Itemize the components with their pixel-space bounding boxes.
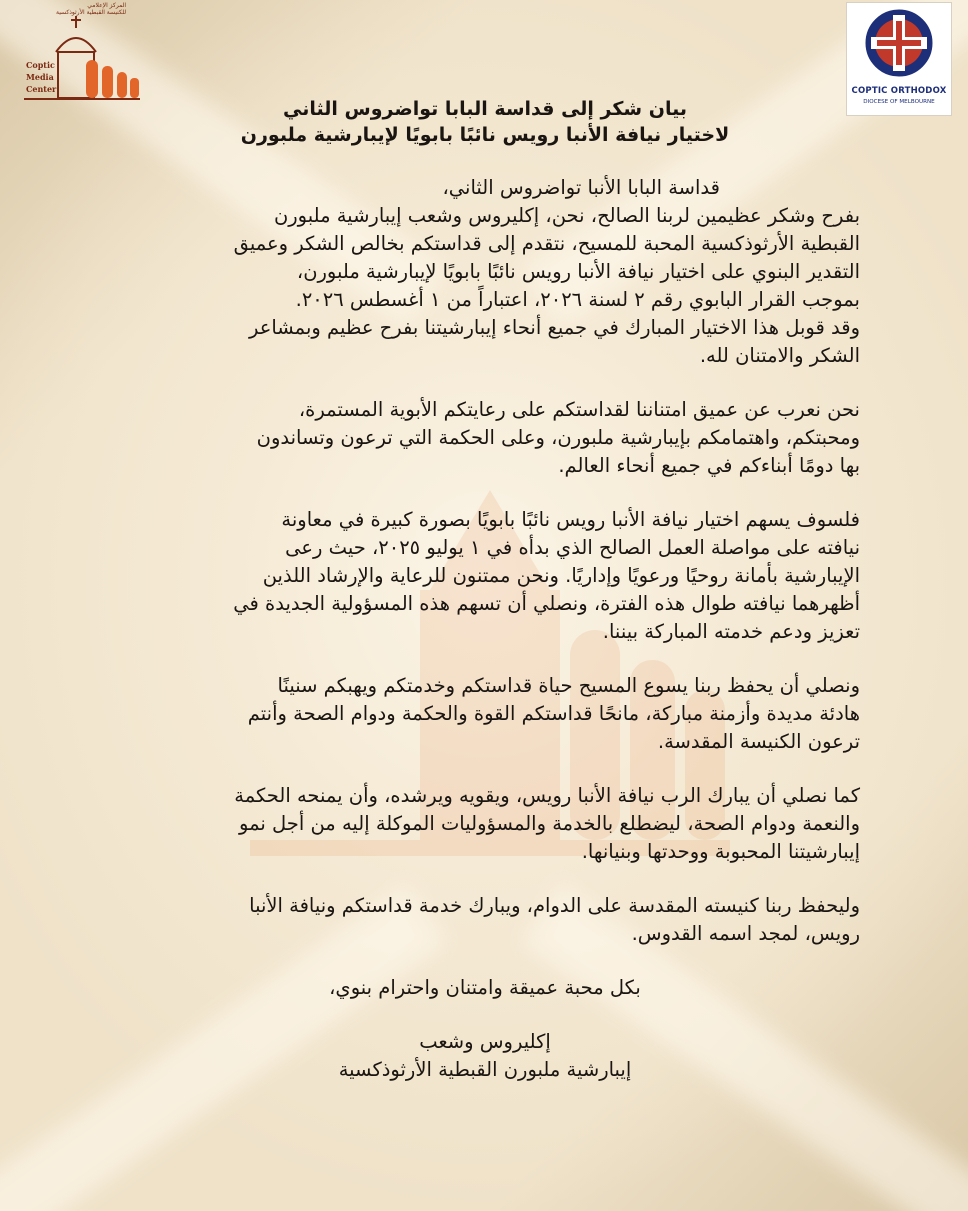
paragraph-line: وليحفظ ربنا كنيسته المقدسة على الدوام، ويبارك خدمة قداستكم ونيافة الأنبا: [249, 894, 860, 917]
logo-label-line: Media: [26, 72, 54, 82]
diocese-logo: [846, 2, 952, 116]
paragraph-line: إيبارشيتنا المحبوبة ووحدتها وبنيانها.: [581, 840, 860, 863]
letter-title-line: بيان شكر إلى قداسة البابا تواضروس الثاني: [283, 98, 687, 120]
paragraph-line: بفرح وشكر عظيمين لربنا الصالح، نحن، إكليروس وشعب إيبارشية ملبورن: [273, 204, 860, 227]
paragraph-line: كما نصلي أن يبارك الرب نيافة الأنبا رويس، ويقويه ويرشده، وأن يمنحه الحكمة: [234, 784, 860, 807]
paragraph-line: فلسوف يسهم اختيار نيافة الأنبا رويس نائبًا بابويًا بصورة كبيرة في معاونة: [281, 508, 860, 531]
paragraph-line: تعزيز ودعم خدمته المباركة بيننا.: [602, 620, 860, 643]
paragraph-line: نحن نعرب عن عميق امتناننا لقداستكم على رعايتكم الأبوية المستمرة،: [298, 398, 860, 421]
paragraph-line: التقدير البنوي على اختيار نيافة الأنبا رويس نائبًا بابويًا لإيبارشية ملبورن،: [296, 260, 860, 283]
logo-arabic-line: المركز الإعلامي: [87, 2, 127, 9]
closing-line: بكل محبة عميقة وامتنان واحترام بنوي،: [329, 976, 641, 999]
paragraph-line: ومحبتكم، واهتمامكم بإيبارشية ملبورن، وعلى الحكمة التي ترعون وتساندون: [256, 426, 860, 449]
logo-arabic-line: للكنيسة القبطية الأرثوذكسية: [56, 9, 127, 16]
cross-shield-icon: [847, 3, 951, 85]
letter-body: [110, 96, 860, 1146]
salutation: قداسة البابا الأنبا تواضروس الثاني،: [442, 176, 720, 199]
signature-line: إكليروس وشعب: [419, 1030, 551, 1053]
paragraph-line: الشكر والامتنان لله.: [699, 344, 860, 367]
paragraph-line: والنعمة ودوام الصحة، ليضطلع بالخدمة والمسؤوليات الموكلة إليه من أجل نمو: [239, 812, 860, 835]
paragraph-line: بموجب القرار البابوي رقم ٢ لسنة ٢٠٢٦، اعتباراً من ١ أغسطس ٢٠٢٦.: [295, 288, 860, 311]
paragraph-line: الإيبارشية بأمانة روحيًا ورعويًا وإداريًا. ونحن ممتنون للرعاية والإرشاد اللذين: [262, 564, 860, 587]
letter-title-line: لاختيار نيافة الأنبا رويس نائبًا بابويًا لإيبارشية ملبورن: [240, 124, 730, 146]
paragraph-line: ترعون الكنيسة المقدسة.: [657, 730, 860, 753]
paragraph-line: بها دومًا أبناءكم في جميع أنحاء العالم.: [558, 454, 860, 477]
paragraph-line: رويس، لمجد اسمه القدوس.: [631, 922, 860, 945]
diocese-subname: DIOCESE OF MELBOURNE: [863, 99, 935, 105]
paragraph-line: أظهرهما نيافته طوال هذه الفترة، ونصلي أن تسهم هذه المسؤولية الجديدة في: [233, 592, 860, 615]
paragraph-line: هادئة مديدة وأزمنة مباركة، مانحًا قداستكم القوة والحكمة ودوام الصحة وأنتم: [247, 702, 860, 725]
paragraph-line: وقد قوبل هذا الاختيار المبارك في جميع أنحاء إيبارشيتنا بفرح عظيم وبمشاعر: [248, 316, 860, 339]
paragraph-line: ونصلي أن يحفظ ربنا يسوع المسيح حياة قداستكم وخدمتكم ويهبكم سنينًا: [277, 674, 860, 697]
diocese-name: COPTIC ORTHODOX: [851, 86, 947, 96]
logo-label-line: Coptic: [26, 60, 55, 70]
coptic-media-center-logo: [16, 2, 144, 102]
paragraph-line: نيافته على مواصلة العمل الصالح الذي بدأه في ١ يوليو ٢٠٢٥، حيث رعى: [285, 536, 860, 559]
logo-label-line: Center: [26, 84, 57, 94]
signature-line: إيبارشية ملبورن القبطية الأرثوذكسية: [338, 1058, 632, 1081]
paragraph-line: القبطية الأرثوذكسية المحبة للمسيح، نتقدم إلى قداستكم بخالص الشكر وعميق: [233, 232, 860, 255]
